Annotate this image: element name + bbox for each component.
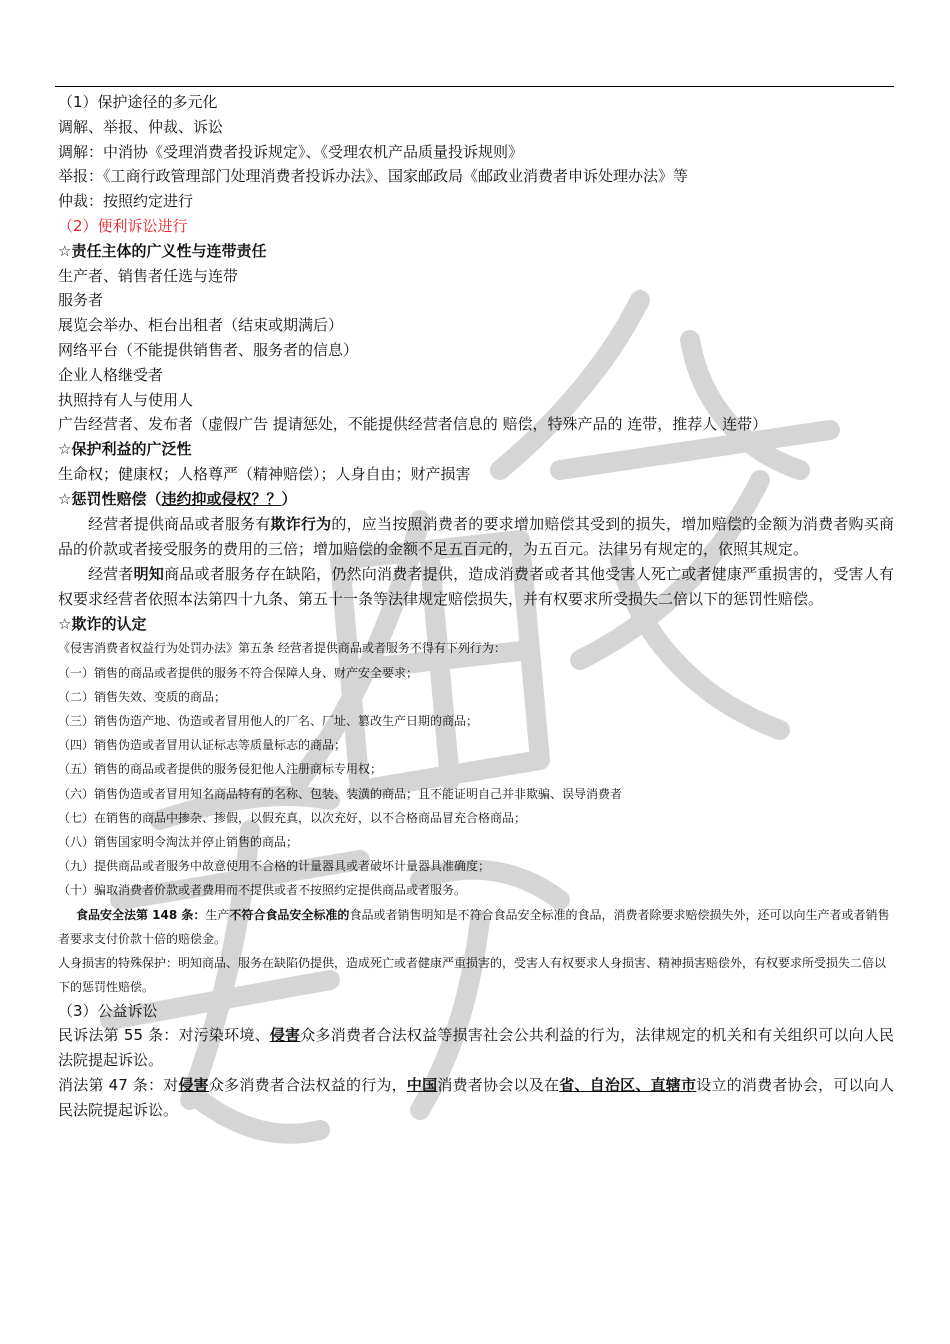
paragraph-fraud: 经营者提供商品或者服务有欺诈行为的，应当按照消费者的要求增加赔偿其受到的损失，增加赔偿的金额为消费者购买商品的价款或者接受服务的费用的三倍；增加赔偿的金额不足五百元的，为五百元。法律另有规定的，依照其规定。	[58, 514, 894, 558]
list-item: （一）销售的商品或者提供的服务不符合保障人身、财产安全要求；	[58, 665, 419, 680]
paragraph-civil-procedure: 民诉法第 55 条：对污染环境、侵害众多消费者合法权益等损害社会公共利益的行为，法律规定的机关和有关组织可以向人民法院提起诉讼。	[58, 1026, 894, 1070]
list-item: 服务者	[58, 291, 104, 310]
paragraph-consumer-law: 消法第 47 条：对侵害众多消费者合法权益的行为，中国消费者协会以及在省、自治区、直辖市设立的消费者协会，可以向人民法院提起诉讼。	[58, 1076, 894, 1120]
list-item: 生产者、销售者任选与连带	[58, 266, 239, 285]
line: 生命权；健康权；人格尊严（精神赔偿）；人身自由；财产损害	[58, 464, 471, 483]
list-item: （八）销售国家明令淘汰并停止销售的商品；	[58, 834, 299, 849]
line: 举报：《工商行政管理部门处理消费者投诉办法》、国家邮政局《邮政业消费者申诉处理办法》等	[58, 167, 689, 186]
line: 调解、举报、仲裁、诉讼	[58, 117, 224, 136]
paragraph-personal-injury: 人身损害的特殊保护：明知商品、服务在缺陷仍提供，造成死亡或者健康严重损害的，受害人有权要求人身损害、精神损害赔偿外，有权要求所受损失二倍以下的惩罚性赔偿。	[58, 955, 887, 994]
list-item: 展览会举办、柜台出租者（结束或期满后）	[58, 316, 344, 335]
list-item: （九）提供商品或者服务中故意使用不合格的计量器具或者破坏计量器具准确度；	[58, 859, 491, 874]
list-item: （六）销售伪造或者冒用知名商品特有的名称、包装、装潢的商品；且不能证明自己并非欺骗、误导消费者	[58, 786, 623, 801]
header-rule	[55, 86, 894, 87]
list-item: 广告经营者、发布者（虚假广告 提请惩处，不能提供经营者信息的 赔偿，特殊产品的 连带，推荐人 连带）	[58, 415, 768, 434]
list-item: （十）骗取消费者价款或者费用而不提供或者不按照约定提供商品或者服务。	[58, 883, 467, 898]
list-item: （二）销售失效、变质的商品；	[58, 689, 227, 704]
list-item: （四）销售伪造或者冒用认证标志等质量标志的商品；	[58, 738, 347, 753]
heading-punitive-damages: ☆惩罚性赔偿（违约抑或侵权？？）	[58, 489, 297, 508]
document-body	[58, 90, 894, 1123]
paragraph-food-safety: 食品安全法第 148 条：生产不符合食品安全标准的食品或者销售明知是不符合食品安全标准的食品，消费者除要求赔偿损失外，还可以向生产者或者销售者要求支付价款十倍的赔偿金。	[58, 907, 890, 946]
list-item: 执照持有人与使用人	[58, 390, 194, 409]
list-item: 企业人格继受者	[58, 365, 164, 384]
line: 仲裁：按照约定进行	[58, 192, 194, 211]
line: 调解：中消协《受理消费者投诉规定》、《受理农机产品质量投诉规则》	[58, 142, 524, 161]
list-item: （七）在销售的商品中掺杂、掺假，以假充真，以次充好，以不合格商品冒充合格商品；	[58, 810, 527, 825]
section-protection-ways: （1）保护途径的多元化	[58, 93, 218, 111]
paragraph-knowing-defect: 经营者明知商品或者服务存在缺陷，仍然向消费者提供，造成消费者或者其他受害人死亡或者健康严重损害的，受害人有权要求经营者依照本法第四十九条、第五十一条等法律规定赔偿损失，并有权要求所受损失二倍以下的惩罚性赔偿。	[58, 564, 894, 608]
list-item: （五）销售的商品或者提供的服务侵犯他人注册商标专用权；	[58, 762, 383, 777]
section-litigation-convenience: （2）便利诉讼进行	[58, 216, 188, 235]
heading-protected-interests: ☆保护利益的广泛性	[58, 440, 192, 459]
list-item: 网络平台（不能提供销售者、服务者的信息）	[58, 340, 359, 359]
list-item: （三）销售伪造产地、伪造或者冒用他人的厂名、厂址、篡改生产日期的商品；	[58, 713, 479, 728]
heading-liability-subjects: ☆责任主体的广义性与连带责任	[58, 241, 267, 260]
heading-fraud-determination: ☆欺诈的认定	[58, 614, 147, 633]
regulation-intro: 《侵害消费者权益行为处罚办法》第五条 经营者提供商品或者服务不得有下列行为：	[58, 641, 506, 656]
section-public-interest: （3）公益诉讼	[58, 1001, 158, 1020]
